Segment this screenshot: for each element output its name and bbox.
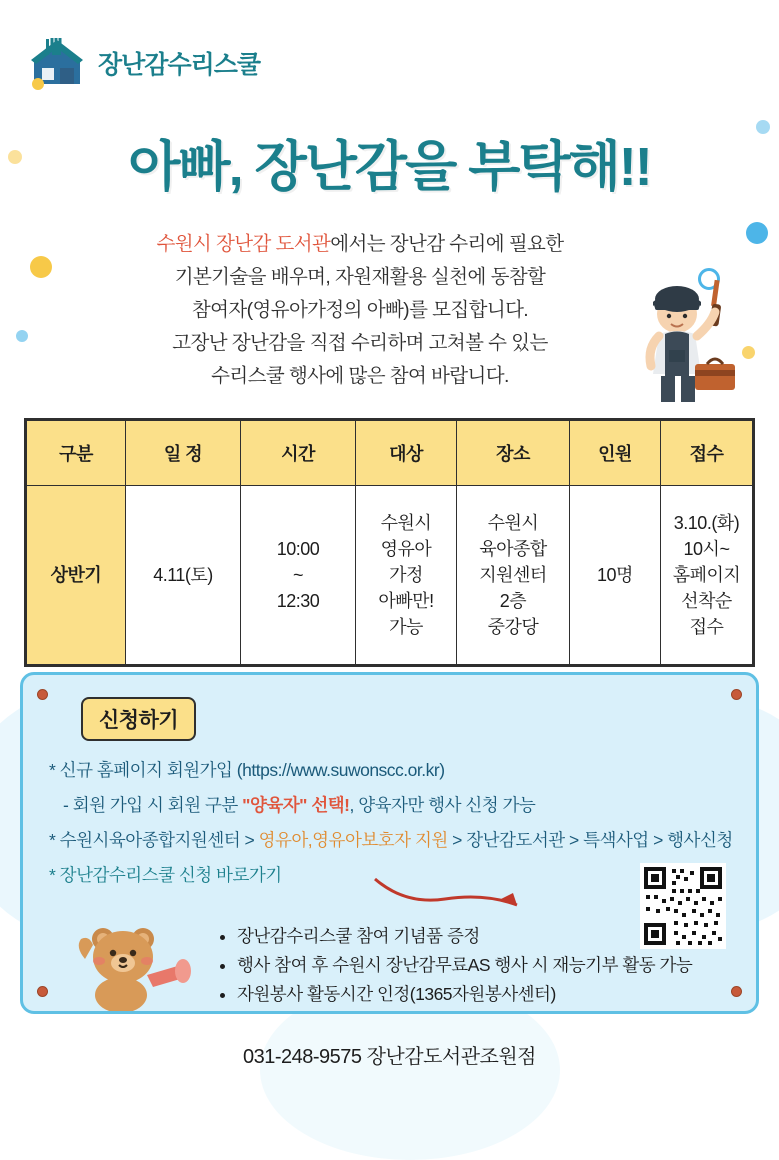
apply-line-3-pre: * 수원시육아종합지원센터 > [49, 830, 259, 850]
apply-line-1: * 신규 홈페이지 회원가입 (https://www.suwonscc.or.kr) [49, 760, 445, 780]
apply-line-2 [63, 794, 739, 817]
list-item: • 자원봉사 활동시간 인정(1365자원봉사센터) [237, 981, 692, 1008]
apply-line-2-highlight: "양육자" 선택! [242, 795, 350, 815]
screw-icon [37, 986, 48, 997]
intro-line-4: 고장난 장난감을 직접 수리하며 고쳐볼 수 있는 [172, 332, 548, 354]
screw-icon [37, 689, 48, 700]
page-title: 아빠, 장난감을 부탁해!! [128, 137, 651, 197]
cell-time-line-3: 12:30 [276, 591, 320, 611]
cell-target-line-1: 수원시 [380, 513, 432, 533]
schedule-table [24, 418, 755, 667]
brand-name: 장난감수리스쿨 [98, 51, 261, 79]
apply-line-4: * 장난감수리스쿨 신청 바로가기 [49, 865, 282, 885]
cell-place-line-4: 2층 [499, 591, 527, 611]
col-header-place: 장소 [457, 421, 570, 486]
list-item: • 장난감수리스쿨 참여 기념품 증정 [237, 923, 692, 950]
apply-title: 신청하기 [81, 697, 196, 741]
table-row [27, 486, 753, 665]
apply-line-2-pre: - 회원 가입 시 회원 구분 [63, 795, 243, 815]
cell-gubun: 상반기 [27, 486, 126, 665]
cell-place-line-2: 육아종합 [479, 539, 547, 559]
cell-place-line-1: 수원시 [487, 513, 539, 533]
apply-line-3-highlight: 영유아,영유아보호자 지원 [258, 830, 448, 850]
apply-section [20, 672, 759, 1014]
cell-target [356, 486, 457, 665]
col-header-gubun: 구분 [27, 421, 126, 486]
bear-mascot-icon [67, 913, 197, 1013]
cell-apply-line-3: 홈페이지 [672, 565, 741, 585]
brand [28, 34, 260, 92]
intro-highlight: 수원시 장난감 도서관 [156, 233, 331, 255]
benefit-list [219, 923, 692, 1010]
apply-line-3-post: > 장난감도서관 > 특색사업 > 행사신청 [447, 830, 733, 850]
repairman-illustration [621, 272, 753, 407]
apply-line-3 [49, 829, 739, 852]
apply-line-2-post: , 양육자만 행사 신청 가능 [349, 795, 536, 815]
cell-target-line-5: 가능 [389, 617, 423, 637]
footer-contact: 031-248-9575 장난감도서관조원점 [243, 1046, 536, 1068]
cell-apply-line-2: 10시~ [683, 539, 730, 559]
intro-line-1-rest: 에서는 장난감 수리에 필요한 [330, 233, 564, 255]
list-item: • 행사 참여 후 수원시 장난감무료AS 행사 시 재능기부 활동 가능 [237, 952, 692, 979]
cell-place-line-3: 지원센터 [479, 565, 547, 585]
cell-apply-line-1: 3.10.(화) [673, 513, 740, 533]
col-header-target: 대상 [356, 421, 457, 486]
cell-place-line-5: 중강당 [487, 617, 539, 637]
cell-apply [661, 486, 753, 665]
cell-time-line-1: 10:00 [276, 539, 320, 559]
intro-line-2: 기본기술을 배우며, 자원재활용 실천에 동참할 [174, 266, 546, 288]
toy-repair-house-icon [28, 34, 86, 92]
cell-time-line-2: ~ [292, 565, 303, 585]
cell-apply-line-5: 접수 [689, 617, 724, 637]
col-header-date: 일 정 [126, 421, 241, 486]
cell-time [241, 486, 356, 665]
cell-target-line-4: 아빠만! [378, 591, 434, 611]
intro-line-1 [60, 228, 660, 261]
cell-target-line-2: 영유아 [380, 539, 432, 559]
screw-icon [731, 986, 742, 997]
screw-icon [731, 689, 742, 700]
intro-line-5: 수리스쿨 행사에 많은 참여 바랍니다. [211, 365, 509, 387]
col-header-apply: 접수 [661, 421, 753, 486]
curved-arrow-icon [371, 871, 529, 915]
cell-apply-line-4: 선착순 [681, 591, 732, 611]
table-header-row [27, 421, 753, 486]
intro-line-3: 참여자(영유아가정의 아빠)를 모집합니다. [191, 299, 529, 321]
cell-date: 4.11(토) [126, 486, 241, 665]
cell-people: 10명 [570, 486, 661, 665]
cell-target-line-3: 가정 [389, 565, 423, 585]
col-header-people: 인원 [570, 421, 661, 486]
cell-place [457, 486, 570, 665]
col-header-time: 시간 [241, 421, 356, 486]
intro-paragraph [60, 228, 660, 393]
